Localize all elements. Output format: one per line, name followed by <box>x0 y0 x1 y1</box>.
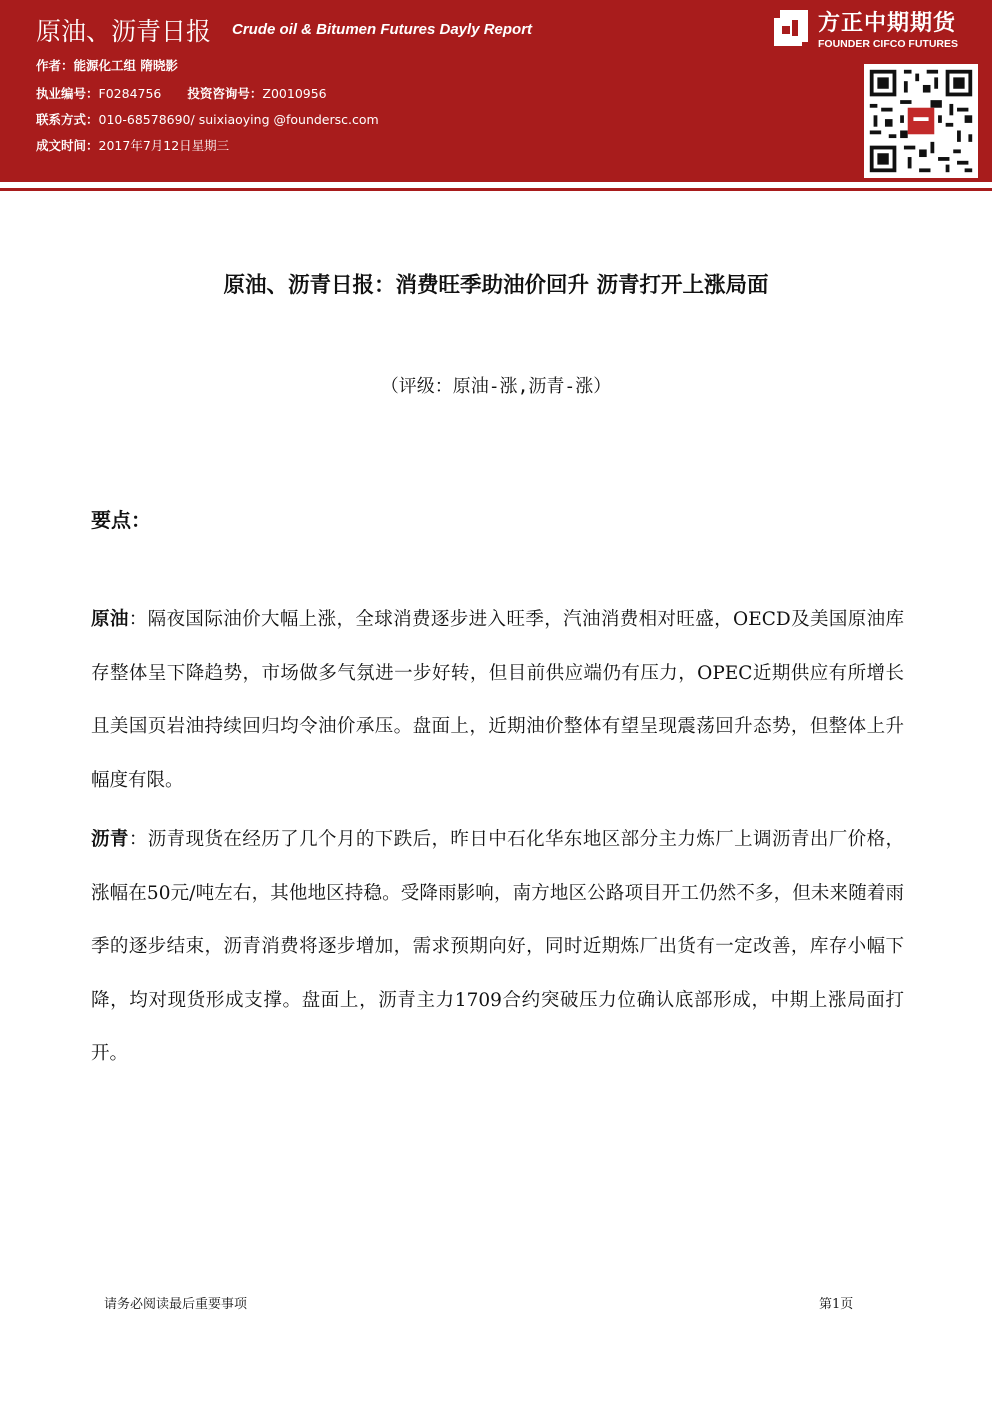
license-value: F0284756 <box>98 86 162 101</box>
brand-name-en: FOUNDER CIFCO FUTURES <box>818 38 958 50</box>
report-title-en: Crude oil & Bitumen Futures Dayly Report <box>232 21 533 38</box>
keypoints-heading: 要点： <box>91 508 151 532</box>
header-divider <box>0 188 992 191</box>
contact-label: 联系方式： <box>36 112 99 127</box>
author-value: 能源化工组 隋晓影 <box>73 58 178 73</box>
meta-author <box>36 56 178 74</box>
document-title: 原油、沥青日报：消费旺季助油价回升 沥青打开上涨局面 <box>223 273 769 298</box>
crude-oil-text: ：隔夜国际油价大幅上涨，全球消费逐步进入旺季，汽油消费相对旺盛，OECD及美国原油库存整体呈下降趋势，市场做多气氛进一步好转，但目前供应端仍有压力，OPEC近期供应有所增长且美国页岩油持续回归均令油价承压。盘面上，近期油价整体有望呈现震荡回升态势，但整体上升幅度有限。 <box>91 609 904 791</box>
bitumen-lead: 沥青 <box>91 829 129 850</box>
consult-label: 投资咨询号： <box>187 86 263 101</box>
bitumen-text: ：沥青现货在经历了几个月的下跌后，昨日中石化华东地区部分主力炼厂上调沥青出厂价格，涨幅在50元/吨左右，其他地区持稳。受降雨影响，南方地区公路项目开工仍然不多，但未来随着雨季的逐步结束，沥青消费将逐步增加，需求预期向好，同时近期炼厂出货有一定改善，库存小幅下降，均对现货形成支撑。盘面上，沥青主力1709合约突破压力位确认底部形成，中期上涨局面打开。 <box>91 829 904 1065</box>
brand-name-cn: 方正中期期货 <box>818 11 957 36</box>
crude-oil-paragraph <box>91 593 904 807</box>
rating-line: （评级：原油-涨,沥青-涨） <box>380 376 612 397</box>
page-number: 第1页 <box>819 1297 854 1312</box>
footer-notice: 请务必阅读最后重要事项 <box>104 1297 248 1312</box>
qr-code-icon <box>864 64 978 178</box>
meta-date <box>36 136 229 154</box>
contact-value: 010-68578690/ suixiaoying @foundersc.com <box>98 112 379 127</box>
license-label: 执业编号： <box>36 86 99 101</box>
report-title-cn: 原油、沥青日报 <box>36 17 212 46</box>
crude-oil-lead: 原油 <box>91 609 129 630</box>
bitumen-paragraph <box>91 813 904 1081</box>
meta-contact <box>36 110 379 128</box>
author-label: 作者： <box>36 58 74 73</box>
date-label: 成文时间： <box>36 138 99 153</box>
date-value: 2017年7月12日星期三 <box>98 138 230 153</box>
consult-value: Z0010956 <box>262 86 327 101</box>
brand-logo-icon <box>772 8 810 48</box>
meta-license <box>36 84 327 102</box>
